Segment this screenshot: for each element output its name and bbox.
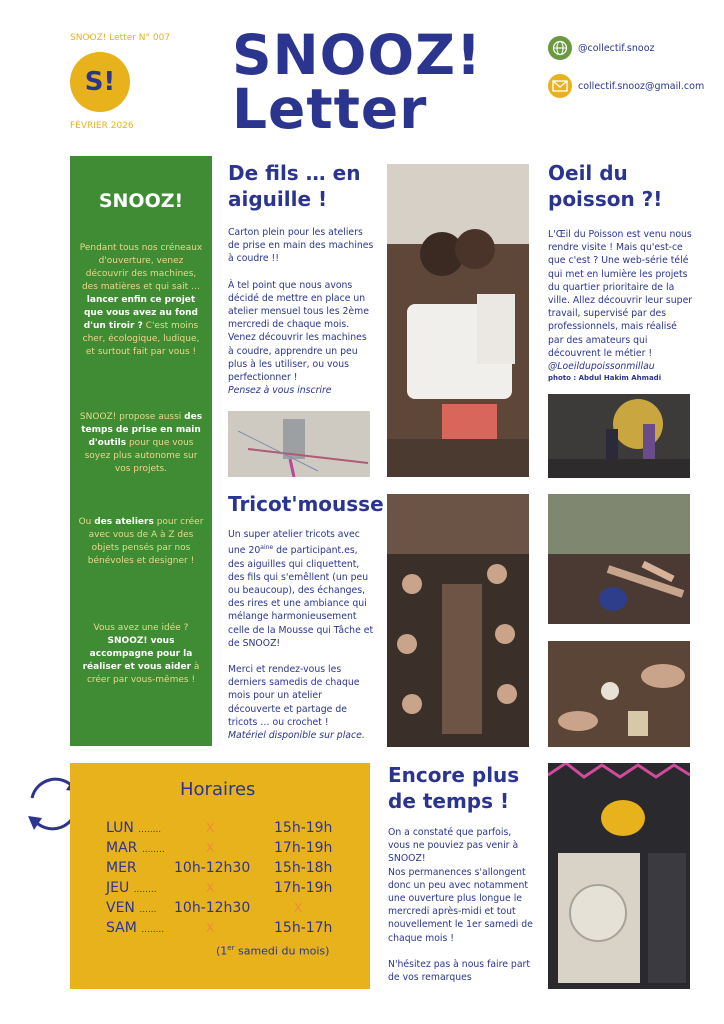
row-afternoon: 17h-19h xyxy=(274,880,333,896)
row-morning: 10h-12h30 xyxy=(174,860,251,876)
email-address[interactable]: collectif.snooz@gmail.com xyxy=(578,80,705,92)
article-tricot-body xyxy=(228,528,374,742)
temps-p3: N'hésitez pas à nous faire part de vos remarques xyxy=(388,958,530,984)
sidebar-p3-text: Ou xyxy=(78,517,95,527)
tricot-p1-b: de participant.es, des aiguilles qui cliquettent, des fils qui s'emêllent (un peu ou beaucoup), des échanges, des rires et une ambiance qui mélange harmonieusement celle de la Mousse qui Tâche et de SNOOZ! xyxy=(228,545,374,649)
row-day: MAR xyxy=(106,840,138,856)
sidebar-p2-text: SNOOZ! propose aussi xyxy=(79,412,185,422)
tricot-p1-sup: aine xyxy=(260,544,274,552)
oeil-handle[interactable]: @Loeildupoissonmillau xyxy=(548,361,655,373)
sidebar-p1-bold: lancer enfin ce projet que vous avez au fond d'un tiroir ? xyxy=(83,295,198,331)
photo-sewing-closeup xyxy=(228,411,370,477)
title-line-1: SNOOZ! xyxy=(232,23,483,87)
row-dots: ........ xyxy=(141,925,165,935)
horaires-note xyxy=(216,944,329,958)
sidebar-p2-bold: des temps de prise en main d'outils xyxy=(81,412,203,448)
sidebar-p1-end: C'est moins cher, écologique, ludique, et surtout fait par vous ! xyxy=(82,321,200,357)
snooz-sidebar xyxy=(70,156,212,746)
temps-p1: On a constaté que parfois, vous ne pouviez pas venir à SNOOZ! xyxy=(388,827,519,865)
instagram-handle[interactable]: @collectif.snooz xyxy=(578,42,655,54)
sidebar-p3-bold: des ateliers xyxy=(94,517,154,527)
note-a: (1 xyxy=(216,944,228,958)
title-line-2: Letter xyxy=(232,77,428,141)
temps-p2: Nos permanences s'allongent donc un peu avec notamment une ouverture plus longue le mercredi après-midi et tout nouvellement le 1er samedi de chaque mois ! xyxy=(388,866,533,944)
sidebar-paragraph-1 xyxy=(78,242,204,359)
row-morning: X xyxy=(206,881,215,895)
oeil-p1: L'Œil du Poisson est venu nous rendre visite ! Mais qu'est-ce que c'est ? Une web-série télé qui met en lumière les projets du quartier prioritaire de la ville. Allez découvrir leur super travail, supervisé par des professionnels, mais réalisé par des amateurs qui découvrent le métier ! xyxy=(548,229,693,359)
article-temps-title: Encore plus de temps ! xyxy=(388,763,520,813)
row-afternoon: X xyxy=(294,901,303,915)
photo-knitting-table xyxy=(548,641,690,747)
row-morning: 10h-12h30 xyxy=(174,900,251,916)
photo-knitting-hands xyxy=(548,494,690,624)
globe-icon xyxy=(548,36,572,60)
row-afternoon: 17h-19h xyxy=(274,840,333,856)
row-dots: ........ xyxy=(141,845,165,855)
row-dots: ........ xyxy=(138,825,162,835)
row-morning: X xyxy=(206,841,215,855)
instagram-contact[interactable] xyxy=(548,36,655,60)
note-b: samedi du mois) xyxy=(234,944,330,958)
row-morning: X xyxy=(206,821,215,835)
article-temps-body xyxy=(388,826,534,984)
horaires-title: Horaires xyxy=(180,779,256,800)
logo-text: S! xyxy=(84,67,116,97)
tricot-p3: Matériel disponible sur place. xyxy=(228,729,365,741)
issue-date: FÉVRIER 2026 xyxy=(70,121,134,131)
row-day: VEN xyxy=(106,900,135,916)
fils-p2: À tel point que nous avons décidé de mettre en place un atelier mensuel tous les 2ème mercredi de chaque mois. Venez découvrir les machines à coudre, apprendre un peu plus à les utiliser, ou vous perfectionner ! xyxy=(228,279,369,384)
sidebar-paragraph-3 xyxy=(78,516,204,568)
sidebar-p1-text: Pendant tous nos créneaux d'ouverture, venez découvrir des machines, des matières et qui sait … xyxy=(79,243,203,292)
oeil-photo-credit: photo : Abdul Hakim Ahmadi xyxy=(548,374,662,383)
row-day: MER xyxy=(106,860,137,876)
note-sup: er xyxy=(227,944,235,952)
sidebar-p4-bold: SNOOZ! vous accompagne pour la réaliser et vous aider xyxy=(82,636,193,672)
tricot-p1-a: Un super atelier tricots avec une 20 xyxy=(228,529,360,557)
row-day: SAM xyxy=(106,920,137,936)
row-dots: ........ xyxy=(133,885,157,895)
sidebar-p2-end: pour que vous soyez plus autonome sur vos projets. xyxy=(84,438,198,474)
row-dots: ...... xyxy=(139,905,157,915)
row-afternoon: 15h-18h xyxy=(274,860,333,876)
row-afternoon: 15h-17h xyxy=(274,920,333,936)
article-oeil-title: Oeil du poisson ?! xyxy=(548,161,663,211)
fils-p1: Carton plein pour les ateliers de prise en main des machines à coudre !! xyxy=(228,227,374,265)
newsletter-title xyxy=(232,23,483,141)
photo-storefront xyxy=(548,763,690,989)
snooz-logo xyxy=(70,52,130,112)
row-day: LUN xyxy=(106,820,134,836)
row-day: JEU xyxy=(106,880,130,896)
sidebar-paragraph-2 xyxy=(78,411,204,476)
sidebar-title: SNOOZ! xyxy=(98,190,184,212)
photo-knitting-group xyxy=(387,494,529,747)
sidebar-p3-end: pour créer avec vous de A à Z des objets pensés par nos bénévoles et designer ! xyxy=(87,517,204,566)
article-fils-title: De fils … en aiguille ! xyxy=(228,161,361,211)
article-oeil-body xyxy=(548,228,694,383)
sidebar-paragraph-4 xyxy=(78,622,204,687)
sidebar-p4-text: Vous avez une idée ? xyxy=(93,623,189,633)
row-afternoon: 15h-19h xyxy=(274,820,333,836)
fils-p3: Pensez à vous inscrire xyxy=(228,385,332,397)
article-tricot-title: Tricot'mousse xyxy=(228,492,384,516)
tricot-p1 xyxy=(228,528,374,650)
row-morning: X xyxy=(206,921,215,935)
photo-oeil-du-poisson xyxy=(548,394,690,478)
tricot-p2: Merci et rendez-vous les derniers samedis de chaque mois pour un atelier découverte et partage de tricots … ou crochet ! xyxy=(228,663,360,728)
envelope-icon xyxy=(548,74,572,98)
sidebar-p4-end: à créer par vous-mêmes ! xyxy=(86,662,200,685)
issue-number: SNOOZ! Letter N° 007 xyxy=(70,33,171,43)
email-contact[interactable] xyxy=(548,74,704,98)
photo-sewing-machine xyxy=(387,164,529,477)
article-fils-body xyxy=(228,226,374,397)
